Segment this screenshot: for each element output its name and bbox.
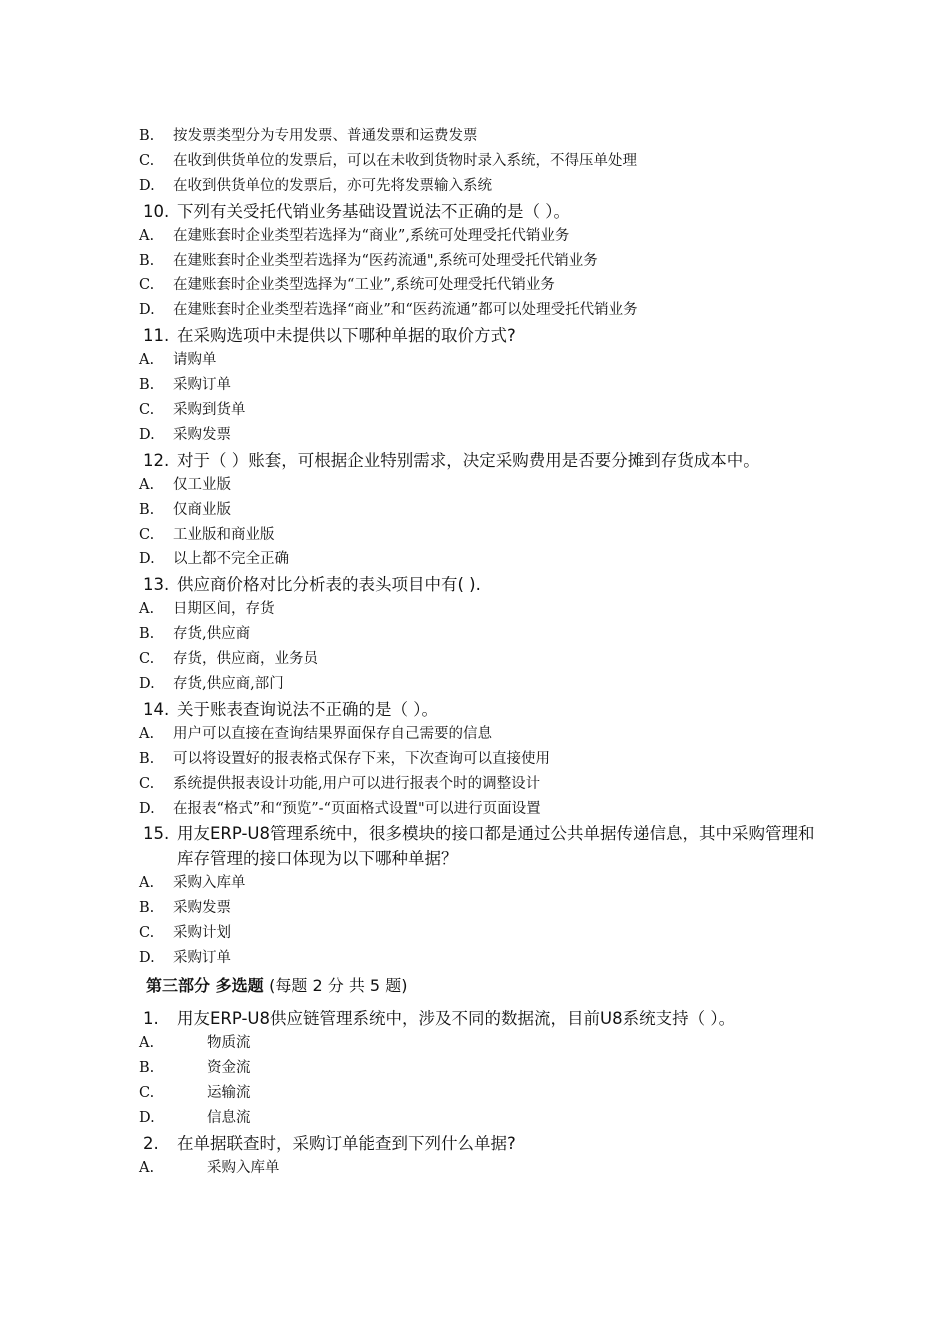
option-letter: C.	[139, 277, 155, 294]
option-text: 用户可以直接在查询结果界面保存自己需要的信息	[173, 725, 492, 742]
answer-option	[0, 348, 950, 373]
question	[0, 1006, 817, 1031]
option-letter: D.	[139, 676, 155, 693]
answer-option	[0, 946, 950, 971]
option-letter: A.	[139, 1159, 155, 1176]
option-letter: D.	[139, 177, 155, 194]
answer-option	[0, 547, 950, 572]
option-text: 在报表“格式”和“预览”-“页面格式设置"可以进行页面设置	[173, 800, 541, 817]
answer-option	[0, 423, 950, 448]
answer-option	[0, 1081, 950, 1106]
option-text: 在建账套时企业类型若选择为“商业”,系统可处理受托代销业务	[173, 227, 570, 244]
option-text: 采购发票	[173, 900, 231, 917]
section-heading	[0, 971, 950, 1002]
option-letter: A.	[139, 725, 155, 742]
option-text: 采购订单	[173, 377, 231, 394]
answer-option	[0, 298, 950, 323]
question-text: 在采购选项中未提供以下哪种单据的取价方式?	[177, 326, 516, 346]
option-text: 按发票类型分为专用发票、普通发票和运费发票	[173, 128, 478, 144]
answer-option	[0, 473, 950, 498]
answer-option	[0, 224, 950, 249]
option-text: 请购单	[173, 352, 217, 369]
question-text: 对于（ ）账套，可根据企业特别需求，决定采购费用是否要分摊到存货成本中。	[177, 450, 760, 470]
document-page	[0, 124, 950, 1181]
question	[0, 1131, 817, 1156]
option-letter: B.	[139, 750, 155, 767]
option-letter: C.	[139, 526, 155, 543]
option-letter: C.	[139, 651, 155, 668]
question-text: 在单据联查时，采购订单能查到下列什么单据?	[177, 1133, 516, 1153]
question	[0, 697, 817, 722]
answer-option	[0, 722, 950, 747]
option-text: 在收到供货单位的发票后，亦可先将发票输入系统	[173, 177, 492, 194]
option-letter: B.	[139, 626, 155, 643]
question-number: 1.	[143, 1009, 159, 1029]
option-letter: C.	[139, 925, 155, 942]
option-letter: D.	[139, 800, 155, 817]
option-letter: A.	[139, 227, 155, 244]
option-text: 在建账套时企业类型选择为“工业”,系统可处理受托代销业务	[173, 277, 555, 294]
option-text: 仅商业版	[173, 501, 231, 518]
option-text: 运输流	[207, 1084, 251, 1101]
question-number: 2.	[143, 1133, 159, 1153]
answer-option	[0, 772, 950, 797]
option-text: 可以将设置好的报表格式保存下来，下次查询可以直接使用	[173, 750, 550, 767]
option-text: 在建账套时企业类型若选择为“医药流通",系统可处理受托代销业务	[173, 252, 598, 269]
question-number: 15.	[143, 824, 170, 844]
answer-option	[0, 373, 950, 398]
section-title: 第三部分 多选题	[146, 976, 264, 996]
answer-option	[0, 1106, 950, 1131]
option-letter: B.	[139, 128, 155, 144]
option-text: 物质流	[207, 1035, 251, 1052]
answer-option	[0, 1056, 950, 1081]
question-text: 用友ERP-U8供应链管理系统中，涉及不同的数据流，目前U8系统支持（ ）。	[177, 1009, 736, 1029]
question-text: 关于账表查询说法不正确的是（ ）。	[177, 699, 438, 719]
option-letter: B.	[139, 252, 155, 269]
answer-option	[0, 1156, 950, 1181]
answer-option	[0, 174, 950, 199]
answer-option	[0, 871, 950, 896]
option-text: 存货,供应商,部门	[173, 676, 284, 693]
option-text: 采购计划	[173, 925, 231, 942]
question-number: 10.	[143, 201, 170, 221]
option-letter: B.	[139, 501, 155, 518]
question	[0, 448, 817, 473]
option-text: 以上都不完全正确	[173, 551, 289, 568]
option-letter: B.	[139, 1059, 155, 1076]
answer-option	[0, 921, 950, 946]
question	[0, 199, 817, 224]
question	[0, 572, 817, 597]
option-text: 采购入库单	[173, 875, 246, 892]
question-number: 12.	[143, 450, 170, 470]
option-text: 采购入库单	[207, 1159, 280, 1176]
answer-option	[0, 249, 950, 274]
question-text: 供应商价格对比分析表的表头项目中有( ).	[177, 575, 481, 595]
option-letter: C.	[139, 152, 155, 169]
option-letter: B.	[139, 377, 155, 394]
option-letter: B.	[139, 900, 155, 917]
question	[0, 323, 817, 348]
question-number: 13.	[143, 575, 170, 595]
answer-option	[0, 622, 950, 647]
option-text: 工业版和商业版	[173, 526, 275, 543]
option-letter: A.	[139, 1035, 155, 1052]
option-text: 在收到供货单位的发票后，可以在未收到货物时录入系统，不得压单处理	[173, 152, 637, 169]
option-text: 信息流	[207, 1109, 251, 1126]
option-text: 采购发票	[173, 426, 231, 443]
answer-option	[0, 523, 950, 548]
answer-option	[0, 672, 950, 697]
option-letter: D.	[139, 426, 155, 443]
option-letter: C.	[139, 775, 155, 792]
option-letter: A.	[139, 875, 155, 892]
question-number: 14.	[143, 699, 170, 719]
answer-option	[0, 597, 950, 622]
answer-option	[0, 149, 950, 174]
answer-option	[0, 273, 950, 298]
option-text: 在建账套时企业类型若选择“商业”和“医药流通”都可以处理受托代销业务	[173, 302, 638, 319]
question	[0, 821, 817, 871]
question-text: 下列有关受托代销业务基础设置说法不正确的是（ ）。	[177, 201, 570, 221]
answer-option	[0, 797, 950, 822]
option-text: 存货,供应商	[173, 626, 251, 643]
section-note: (每题 2 分 共 5 题)	[269, 976, 408, 996]
option-letter: D.	[139, 551, 155, 568]
option-letter: D.	[139, 950, 155, 967]
option-text: 资金流	[207, 1059, 251, 1076]
option-letter: C.	[139, 1084, 155, 1101]
answer-option	[0, 1031, 950, 1056]
answer-option	[0, 398, 950, 423]
option-text: 采购订单	[173, 950, 231, 967]
answer-option	[0, 498, 950, 523]
option-letter: A.	[139, 476, 155, 493]
option-letter: D.	[139, 1109, 155, 1126]
option-letter: D.	[139, 302, 155, 319]
answer-option	[0, 896, 950, 921]
option-text: 日期区间，存货	[173, 601, 275, 618]
answer-option	[0, 747, 950, 772]
option-letter: A.	[139, 601, 155, 618]
option-text: 存货，供应商，业务员	[173, 651, 318, 668]
option-text: 采购到货单	[173, 402, 246, 419]
answer-option	[0, 124, 950, 149]
option-letter: A.	[139, 352, 155, 369]
option-text: 系统提供报表设计功能,用户可以进行报表个时的调整设计	[173, 775, 541, 792]
question-number: 11.	[143, 326, 170, 346]
option-letter: C.	[139, 402, 155, 419]
question-text: 用友ERP-U8管理系统中，很多模块的接口都是通过公共单据传递信息，其中采购管理和库存管理的接口体现为以下哪种单据？	[177, 824, 815, 869]
answer-option	[0, 647, 950, 672]
option-text: 仅工业版	[173, 476, 231, 493]
